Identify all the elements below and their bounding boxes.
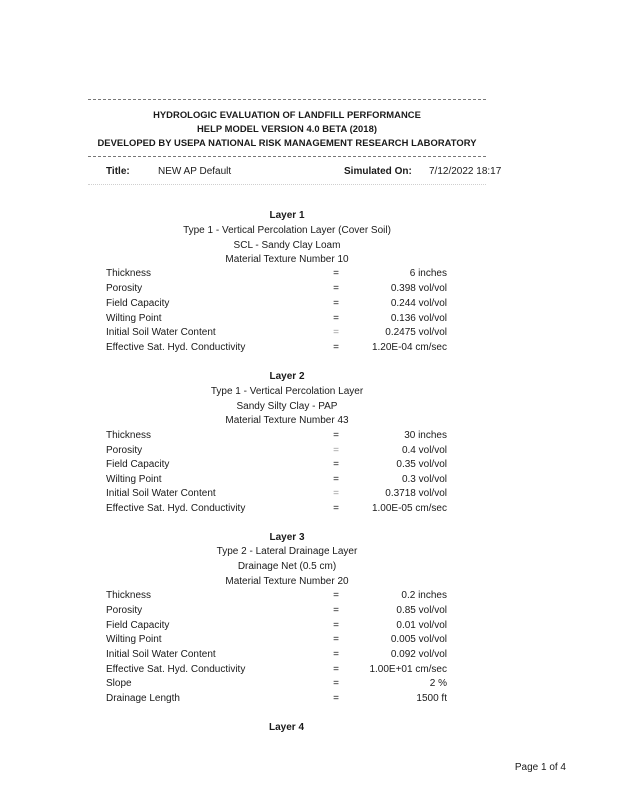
layer-3-material: Drainage Net (0.5 cm) <box>237 561 337 572</box>
param-equals: = <box>333 664 339 675</box>
param-name: Wilting Point <box>106 313 162 324</box>
param-value: 0.4 vol/vol <box>401 445 447 456</box>
param-value: 0.092 vol/vol <box>390 649 447 660</box>
param-equals: = <box>333 268 339 279</box>
report-title: HYDROLOGIC EVALUATION OF LANDFILL PERFORMANCE <box>153 109 421 120</box>
param-equals: = <box>333 474 339 485</box>
layer-4-heading: Layer 4 <box>269 722 305 733</box>
param-equals: = <box>333 459 339 470</box>
param-equals: = <box>333 620 339 631</box>
param-value: 2 % <box>429 678 447 689</box>
param-value: 0.01 vol/vol <box>396 620 447 631</box>
param-equals: = <box>333 693 339 704</box>
param-equals: = <box>333 430 339 441</box>
param-name: Field Capacity <box>106 298 170 309</box>
param-name: Slope <box>106 678 132 689</box>
header-rule-bottom <box>88 156 486 157</box>
layer-2-heading: Layer 2 <box>269 371 305 382</box>
param-equals: = <box>333 678 339 689</box>
param-name: Drainage Length <box>106 693 180 704</box>
param-name: Initial Soil Water Content <box>106 327 216 338</box>
param-value: 0.85 vol/vol <box>396 605 447 616</box>
layer-3-type: Type 2 - Lateral Drainage Layer <box>216 546 358 557</box>
param-name: Wilting Point <box>106 634 162 645</box>
param-value: 1.00E-05 cm/sec <box>371 503 447 514</box>
param-equals: = <box>333 590 339 601</box>
layer-2-material: Sandy Silty Clay - PAP <box>236 401 338 412</box>
developer-line: DEVELOPED BY USEPA NATIONAL RISK MANAGEMENT RESEARCH LABORATORY <box>97 137 477 148</box>
param-name: Effective Sat. Hyd. Conductivity <box>106 664 246 675</box>
meta-rule <box>88 184 486 185</box>
param-value: 0.2 inches <box>401 590 447 601</box>
layer-2-type: Type 1 - Vertical Percolation Layer <box>210 386 364 397</box>
layer-3-heading: Layer 3 <box>269 532 305 543</box>
param-equals: = <box>333 649 339 660</box>
param-name: Field Capacity <box>106 620 170 631</box>
layer-1-type: Type 1 - Vertical Percolation Layer (Cover Soil) <box>183 225 391 236</box>
param-name: Thickness <box>106 590 152 601</box>
param-name: Thickness <box>106 430 152 441</box>
param-equals: = <box>333 605 339 616</box>
param-value: 0.005 vol/vol <box>390 634 447 645</box>
layer-2-texture: Material Texture Number 43 <box>225 415 349 426</box>
model-version: HELP MODEL VERSION 4.0 BETA (2018) <box>196 123 378 134</box>
param-name: Porosity <box>106 445 143 456</box>
param-value: 0.398 vol/vol <box>390 283 447 294</box>
param-value: 0.136 vol/vol <box>390 313 447 324</box>
layer-1-texture: Material Texture Number 10 <box>225 254 349 265</box>
title-label: Title: <box>106 166 130 177</box>
param-name: Porosity <box>106 283 143 294</box>
param-equals: = <box>333 283 339 294</box>
param-value: 0.35 vol/vol <box>396 459 447 470</box>
param-equals: = <box>333 313 339 324</box>
param-name: Initial Soil Water Content <box>106 488 216 499</box>
param-name: Porosity <box>106 605 143 616</box>
title-value: NEW AP Default <box>158 166 232 177</box>
param-equals: = <box>333 634 339 645</box>
param-equals: = <box>333 488 339 499</box>
param-value: 1500 ft <box>416 693 447 704</box>
page-number: Page 1 of 4 <box>514 762 566 773</box>
param-value: 0.3 vol/vol <box>401 474 447 485</box>
param-equals: = <box>333 298 339 309</box>
param-name: Effective Sat. Hyd. Conductivity <box>106 342 246 353</box>
param-value: 0.3718 vol/vol <box>385 488 447 499</box>
param-equals: = <box>333 503 339 514</box>
param-name: Wilting Point <box>106 474 162 485</box>
param-value: 1.20E-04 cm/sec <box>371 342 447 353</box>
param-name: Field Capacity <box>106 459 170 470</box>
layer-1-material: SCL - Sandy Clay Loam <box>233 240 341 251</box>
param-value: 0.244 vol/vol <box>390 298 447 309</box>
param-equals: = <box>333 327 339 338</box>
param-name: Thickness <box>106 268 152 279</box>
layer-3-texture: Material Texture Number 20 <box>225 576 349 587</box>
simulated-label: Simulated On: <box>344 166 412 177</box>
param-equals: = <box>333 445 339 456</box>
header-rule-top <box>88 99 486 100</box>
param-value: 6 inches <box>409 268 447 279</box>
layer-1-heading: Layer 1 <box>269 210 305 221</box>
param-value: 30 inches <box>404 430 447 441</box>
param-value: 0.2475 vol/vol <box>385 327 447 338</box>
simulated-value: 7/12/2022 18:17 <box>429 166 502 177</box>
param-name: Initial Soil Water Content <box>106 649 216 660</box>
param-name: Effective Sat. Hyd. Conductivity <box>106 503 246 514</box>
param-value: 1.00E+01 cm/sec <box>369 664 447 675</box>
param-equals: = <box>333 342 339 353</box>
